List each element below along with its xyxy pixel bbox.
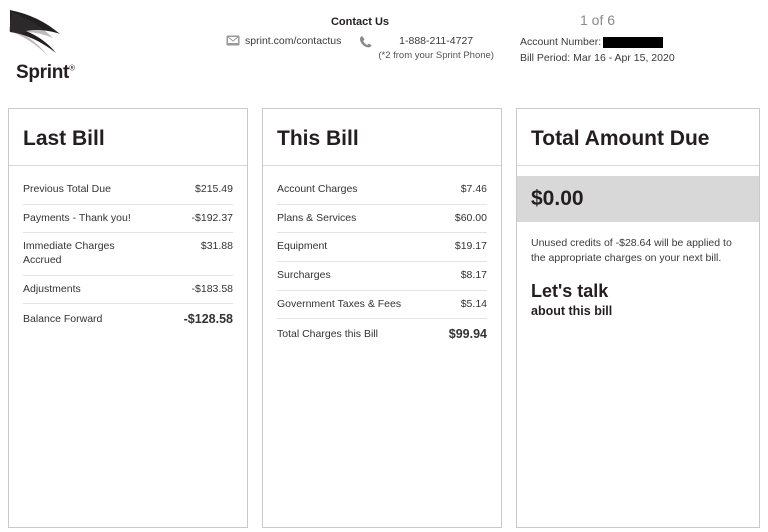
- row-value: $31.88: [200, 240, 233, 253]
- table-row: [277, 176, 487, 205]
- table-row: [23, 233, 233, 275]
- brand-name-text: Sprint: [16, 62, 70, 83]
- panel-total-due-title: Total Amount Due: [517, 109, 759, 166]
- lets-talk-heading: Let's talk: [531, 281, 609, 302]
- panel-total-amount-due: [516, 108, 760, 528]
- panel-last-bill: [8, 108, 248, 528]
- lets-talk-subheading: about this bill: [531, 304, 613, 319]
- table-row: [23, 205, 233, 234]
- table-row-total: [23, 304, 233, 334]
- panel-last-bill-body: [9, 166, 247, 348]
- page-header: [0, 0, 768, 96]
- brand-logo: [0, 8, 200, 84]
- bill-period-line: Bill Period: Mar 16 - Apr 15, 2020: [520, 52, 675, 64]
- brand-wordmark: [16, 62, 75, 84]
- contact-phone-number: 1-888-211-4727: [399, 35, 474, 47]
- trademark-symbol: ®: [69, 63, 75, 73]
- account-number-label: Account Number:: [520, 36, 602, 48]
- lets-talk-block: [517, 266, 759, 318]
- total-due-amount: $0.00: [531, 187, 584, 210]
- panel-this-bill-body: [263, 166, 501, 363]
- table-row: [277, 291, 487, 320]
- row-label: Government Taxes & Fees: [277, 297, 402, 310]
- contact-us-block: [200, 8, 520, 61]
- row-label: Surcharges: [277, 268, 331, 281]
- table-row: [23, 176, 233, 205]
- mail-web-icon: [226, 35, 240, 49]
- row-label: Balance Forward: [23, 313, 103, 326]
- table-row: [277, 262, 487, 291]
- row-value: -$128.58: [183, 312, 233, 327]
- contact-phone: [359, 34, 494, 61]
- row-value: $5.14: [460, 297, 487, 310]
- row-label: Total Charges this Bill: [277, 328, 378, 341]
- row-label: Previous Total Due: [23, 183, 111, 195]
- row-label: Equipment: [277, 240, 328, 253]
- unused-credit-note: Unused credits of -$28.64 will be applied to the appropriate charges on your next bill.: [531, 237, 732, 265]
- sprint-pinwheel-icon: [8, 8, 82, 60]
- page-indicator: 1 of 6: [580, 12, 616, 28]
- account-summary-block: [520, 8, 768, 68]
- contact-phone-note: (*2 from your Sprint Phone): [378, 50, 494, 62]
- contact-web[interactable]: [226, 34, 341, 49]
- row-label: Immediate Charges Accrued: [23, 240, 115, 266]
- table-row: [23, 276, 233, 305]
- row-value: $7.46: [460, 183, 487, 195]
- row-value: $19.17: [454, 240, 487, 253]
- account-number-line: [520, 36, 704, 48]
- row-value: $215.49: [195, 183, 233, 195]
- table-row: [277, 233, 487, 262]
- row-label: Account Charges: [277, 183, 358, 195]
- row-value: $99.94: [448, 327, 487, 342]
- row-value: $60.00: [454, 211, 487, 224]
- table-row: [277, 205, 487, 234]
- row-label: Adjustments: [23, 282, 81, 295]
- row-label: Payments - Thank you!: [23, 211, 131, 224]
- panel-this-bill: [262, 108, 502, 528]
- summary-panels: [0, 108, 768, 528]
- account-number-redacted: [603, 37, 663, 48]
- row-value: -$192.37: [191, 211, 233, 224]
- row-value: $8.17: [460, 268, 487, 281]
- row-label: Plans & Services: [277, 211, 357, 224]
- table-row-total: [277, 319, 487, 349]
- panel-last-bill-title: Last Bill: [9, 109, 247, 166]
- phone-icon: [359, 35, 373, 51]
- total-due-amount-bar: [517, 176, 759, 222]
- contact-us-title: Contact Us: [330, 16, 390, 28]
- contact-web-url[interactable]: sprint.com/contactus: [245, 35, 342, 47]
- row-value: -$183.58: [191, 282, 233, 295]
- panel-this-bill-title: This Bill: [263, 109, 501, 166]
